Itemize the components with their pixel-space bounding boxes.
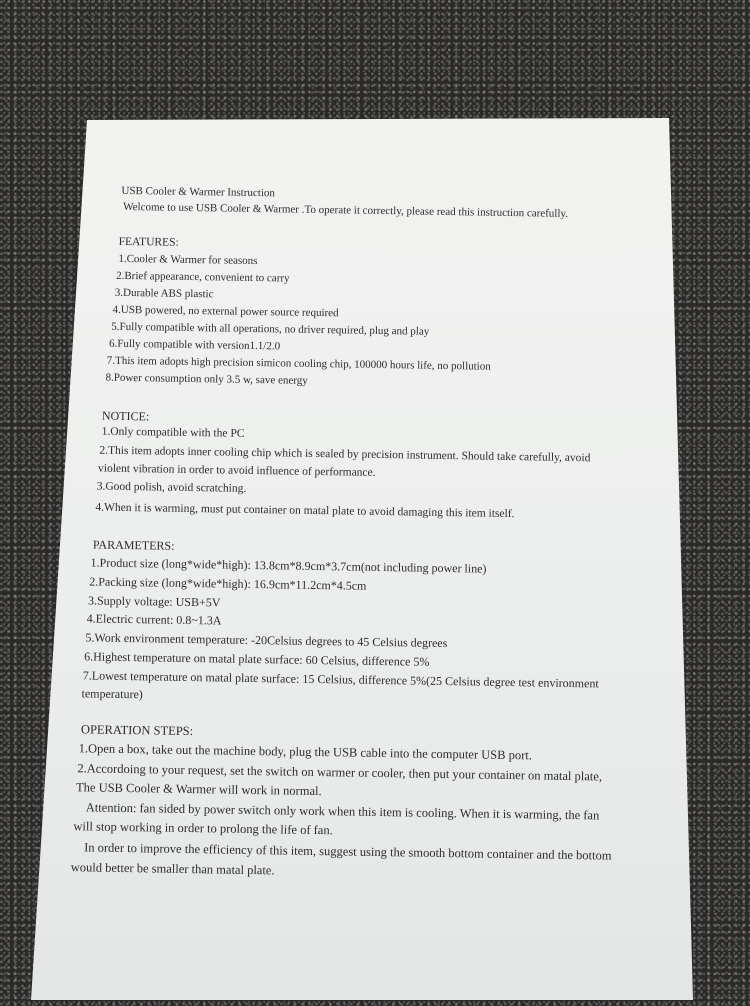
notice-item: violent vibration in order to avoid influence of performance. [97,462,376,479]
feature-item: 7.This item adopts high precision simicon cooling chip, 100000 hours life, no pollution [106,354,491,373]
feature-item: 6.Fully compatible with version1.1/2.0 [108,337,281,353]
document-title: USB Cooler & Warmer Instruction [121,184,276,200]
parameter-item: 7.Lowest temperature on matal plate surface: 15 Celsius, difference 5%(25 Celsius degree test environment [82,668,599,691]
parameter-item: 1.Product size (long*wide*high): 13.8cm*8.9cm*3.7cm(not including power line) [90,555,487,576]
feature-item: 3.Durable ABS plastic [114,286,214,301]
operation-item: 2.Accordoing to your request, set the switch on warmer or cooler, then put your container on matal plate, [77,761,603,784]
feature-item: 2.Brief appearance, convenient to carry [116,269,290,285]
feature-item: 8.Power consumption only 3.5 w, save energy [105,371,308,387]
operation-item: would better be smaller than matal plate. [70,860,275,878]
parameter-item: temperature) [81,686,143,702]
operation-item: The USB Cooler & Warmer will work in normal. [75,780,322,799]
notice-item: 3.Good polish, avoid scratching. [96,480,247,495]
parameter-item: 6.Highest temperature on matal plate surface: 60 Celsius, difference 5% [84,649,430,669]
notice-item: 2.This item adopts inner cooling chip which is sealed by precision instrument. Should take carefully, avoid [99,444,591,465]
operation-heading: OPERATION STEPS: [80,722,194,739]
parameter-item: 4.Electric current: 0.8~1.3A [86,611,222,628]
welcome-text: Welcome to use USB Cooler & Warmer .To operate it correctly, please read this instruction carefully. [123,200,569,220]
feature-item: 4.USB powered, no external power source required [112,303,339,320]
feature-item: 5.Fully compatible with all operations, no driver required, plug and play [111,320,430,338]
parameter-item: 2.Packing size (long*wide*high): 16.9cm*11.2cm*4.5cm [89,574,367,593]
parameters-heading: PARAMETERS: [92,537,175,553]
notice-item: 4.When it is warming, must put container on matal plate to avoid damaging this item itself. [95,501,515,521]
operation-item: In order to improve the efficiency of this item, suggest using the smooth bottom container and the bottom [84,840,612,863]
parameter-item: 5.Work environment temperature: -20Celsius degrees to 45 Celsius degrees [85,630,448,651]
notice-heading: NOTICE: [101,408,150,424]
operation-item: 1.Open a box, take out the machine body, plug the USB cable into the computer USB port. [78,741,533,763]
operation-item: will stop working in order to prolong the life of fan. [73,819,333,838]
parameter-item: 3.Supply voltage: USB+5V [87,593,221,610]
feature-item: 1.Cooler & Warmer for seasons [118,252,258,268]
features-heading: FEATURES: [118,235,179,249]
notice-item: 1.Only compatible with the PC [101,425,245,440]
operation-item: Attention: fan sided by power switch only work when this item is cooling. When it is warming, the fan [85,800,600,823]
